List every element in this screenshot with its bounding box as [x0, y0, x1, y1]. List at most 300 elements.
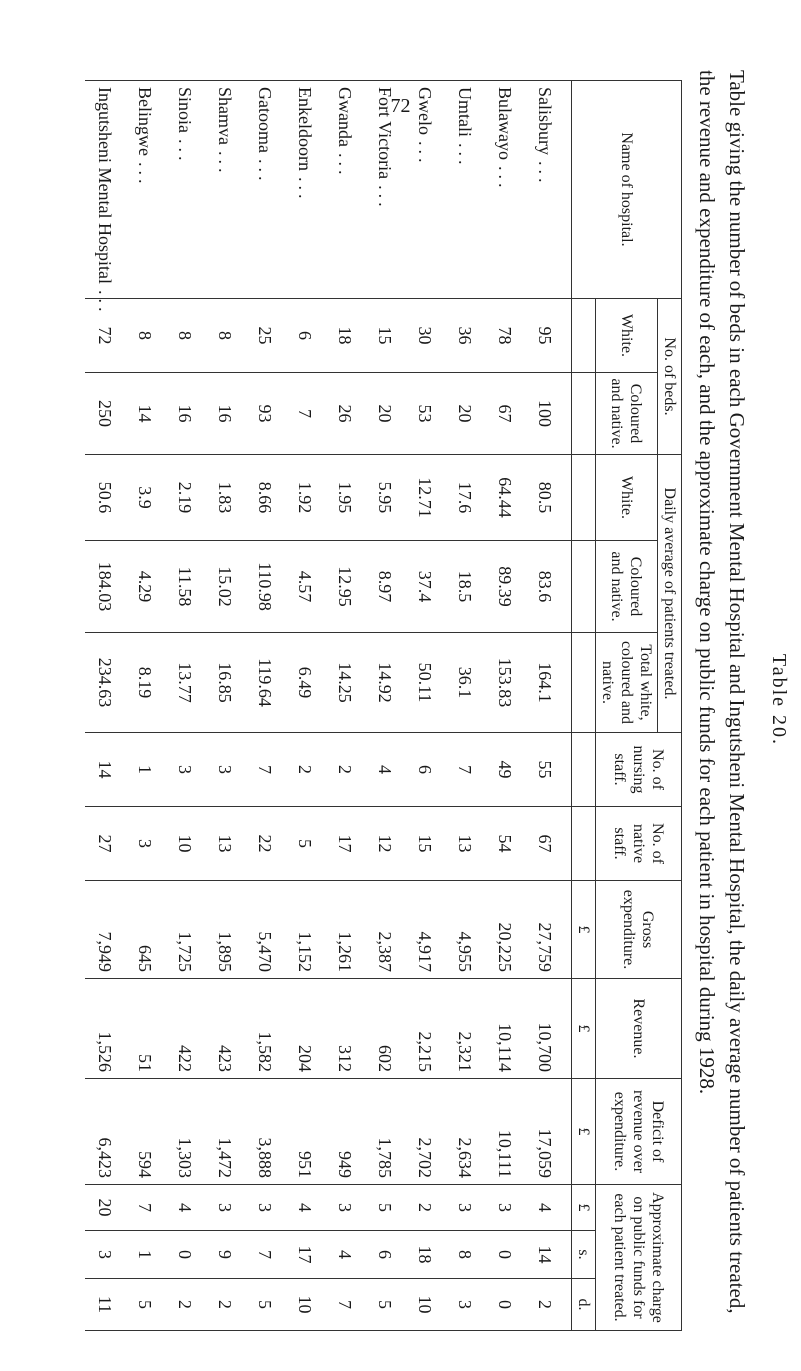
header-revenue: Revenue. [596, 979, 682, 1079]
table-title: Table 20. [768, 653, 790, 747]
revenue: 1,526 [95, 1031, 116, 1072]
native-staff-cell [525, 807, 572, 881]
deficit-cell [165, 1079, 205, 1185]
nursing-staff: 2 [335, 765, 356, 774]
charge-shillings-cell [405, 1231, 445, 1279]
beds-coloured-cell [205, 373, 245, 455]
revenue-cell [405, 979, 445, 1079]
native-staff: 15 [415, 834, 436, 853]
charge-pence-cell [445, 1279, 485, 1331]
daily-total: 14.25 [335, 662, 356, 703]
charge-pounds-cell [205, 1185, 245, 1231]
charge-shillings: 7 [255, 1250, 276, 1259]
daily-white-cell [165, 455, 205, 541]
nursing-staff-cell [405, 733, 445, 807]
revenue-cell [165, 979, 205, 1079]
gross-expenditure: 5,470 [255, 931, 276, 972]
revenue: 423 [215, 1045, 236, 1072]
charge-pence-cell [285, 1279, 325, 1331]
native-staff: 22 [255, 834, 276, 853]
beds-coloured: 20 [455, 404, 476, 423]
gross-expenditure-cell [285, 881, 325, 979]
daily-total-cell [445, 633, 485, 733]
nursing-staff-cell [205, 733, 245, 807]
hospital-name-cell [365, 81, 405, 299]
hospital-name: Gwelo [415, 87, 436, 135]
charge-pence-cell [325, 1279, 365, 1331]
charge-pence: 5 [255, 1300, 276, 1309]
charge-pence: 5 [375, 1300, 396, 1309]
table-row [205, 81, 245, 1331]
deficit: 951 [295, 1151, 316, 1178]
gross-expenditure-cell [485, 881, 525, 979]
nursing-staff: 14 [95, 760, 116, 779]
daily-coloured: 4.29 [135, 570, 156, 603]
header-daily-white: White. [596, 455, 658, 541]
leader-dots: ... [455, 143, 476, 169]
daily-white-cell [205, 455, 245, 541]
leader-dots: ... [135, 162, 156, 188]
table-row [325, 81, 365, 1331]
beds-coloured: 100 [535, 400, 556, 427]
native-staff-cell [285, 807, 325, 881]
gross-expenditure: 27,759 [535, 922, 556, 972]
header-deficit: Deficit of revenue over expenditure. [596, 1079, 682, 1185]
beds-coloured: 67 [495, 404, 516, 423]
daily-white-cell [525, 455, 572, 541]
beds-coloured-cell [85, 373, 125, 455]
charge-pounds-cell [285, 1185, 325, 1231]
charge-shillings-cell [205, 1231, 245, 1279]
beds-white: 8 [135, 331, 156, 340]
table-row [125, 81, 165, 1331]
charge-pounds: 4 [535, 1203, 556, 1212]
hospital-name: Gatooma [255, 87, 276, 153]
charge-pounds-cell [445, 1185, 485, 1231]
hospital-name-cell [325, 81, 365, 299]
table-row [285, 81, 325, 1331]
daily-white: 50.6 [95, 481, 116, 514]
unit-charge-pence: d. [572, 1279, 596, 1331]
hospital-name-cell [85, 81, 125, 316]
gross-expenditure-cell [405, 881, 445, 979]
daily-total-cell [125, 633, 165, 733]
table-row [245, 81, 285, 1331]
header-native-staff: No. of native staff. [596, 807, 682, 881]
hospital-name: Ingutsheni Mental Hospital [95, 87, 116, 284]
charge-shillings-cell [165, 1231, 205, 1279]
header-beds-coloured: Coloured and native. [596, 373, 658, 455]
deficit-cell [205, 1079, 245, 1185]
hospital-name: Bulawayo [495, 87, 516, 160]
beds-coloured-cell [525, 373, 572, 455]
charge-shillings-cell [245, 1231, 285, 1279]
native-staff-cell [85, 807, 125, 881]
daily-total: 234.63 [95, 657, 116, 708]
daily-coloured-cell [285, 541, 325, 633]
nursing-staff: 7 [455, 765, 476, 774]
daily-coloured-cell [125, 541, 165, 633]
beds-coloured: 53 [415, 404, 436, 423]
nursing-staff: 49 [495, 760, 516, 779]
nursing-staff: 2 [295, 765, 316, 774]
native-staff-cell [445, 807, 485, 881]
gross-expenditure-cell [445, 881, 485, 979]
native-staff: 10 [175, 834, 196, 853]
gross-expenditure-cell [325, 881, 365, 979]
leader-dots: ... [215, 151, 236, 177]
rotated-table-page [60, 50, 790, 1350]
beds-coloured: 250 [95, 400, 116, 427]
gross-expenditure: 1,725 [175, 931, 196, 972]
leader-dots: ... [535, 161, 556, 187]
gross-expenditure-cell [365, 881, 405, 979]
gross-expenditure: 7,949 [95, 931, 116, 972]
beds-coloured: 20 [375, 404, 396, 423]
nursing-staff-cell [445, 733, 485, 807]
table-row [485, 81, 525, 1331]
beds-white-cell [245, 299, 285, 373]
daily-white: 12.71 [415, 477, 436, 518]
native-staff: 54 [495, 834, 516, 853]
header-name: Name of hospital. [572, 81, 682, 299]
daily-white: 17.6 [455, 481, 476, 514]
hospital-name: Enkeldoorn [295, 87, 316, 171]
charge-shillings-cell [525, 1231, 572, 1279]
gross-expenditure: 2,387 [375, 931, 396, 972]
charge-pence: 10 [415, 1295, 436, 1314]
charge-shillings: 3 [95, 1250, 116, 1259]
charge-shillings-cell [285, 1231, 325, 1279]
daily-total: 13.77 [175, 662, 196, 703]
beds-coloured-cell [445, 373, 485, 455]
daily-total: 164.1 [535, 662, 556, 703]
daily-white-cell [85, 455, 125, 541]
charge-pounds-cell [245, 1185, 285, 1231]
beds-coloured: 14 [135, 404, 156, 423]
deficit: 1,785 [375, 1137, 396, 1178]
charge-pence-cell [525, 1279, 572, 1331]
gross-expenditure: 645 [135, 945, 156, 972]
deficit: 949 [335, 1151, 356, 1178]
charge-pence-cell [205, 1279, 245, 1331]
daily-coloured-cell [485, 541, 525, 633]
deficit: 6,423 [95, 1137, 116, 1178]
revenue: 312 [335, 1045, 356, 1072]
daily-coloured-cell [445, 541, 485, 633]
beds-white: 8 [215, 331, 236, 340]
beds-white-cell [165, 299, 205, 373]
charge-pounds-cell [325, 1185, 365, 1231]
revenue-cell [285, 979, 325, 1079]
daily-white-cell [325, 455, 365, 541]
hospital-name-cell [245, 81, 285, 299]
charge-pounds-cell [85, 1185, 125, 1231]
revenue: 1,582 [255, 1031, 276, 1072]
charge-pounds: 2 [415, 1203, 436, 1212]
revenue-cell [245, 979, 285, 1079]
gross-expenditure: 1,261 [335, 931, 356, 972]
unit-charge-shillings: s. [572, 1231, 596, 1279]
table-row [405, 81, 445, 1331]
daily-white-cell [405, 455, 445, 541]
daily-white: 80.5 [535, 481, 556, 514]
charge-shillings: 4 [335, 1250, 356, 1259]
hospital-name-cell [445, 81, 485, 299]
revenue-cell [125, 979, 165, 1079]
hospital-name-cell [125, 81, 165, 299]
leader-dots: ... [375, 185, 396, 211]
native-staff-cell [365, 807, 405, 881]
charge-shillings: 17 [295, 1245, 316, 1264]
table-row [165, 81, 205, 1331]
daily-white: 1.95 [335, 481, 356, 514]
hospital-name: Salisbury [535, 87, 556, 156]
beds-white: 6 [295, 331, 316, 340]
nursing-staff-cell [165, 733, 205, 807]
daily-coloured-cell [165, 541, 205, 633]
charge-pounds-cell [485, 1185, 525, 1231]
daily-coloured-cell [245, 541, 285, 633]
hospital-name-cell [285, 81, 325, 299]
hospital-name: Belingwe [135, 87, 156, 156]
charge-pounds-cell [165, 1185, 205, 1231]
leader-dots: ... [95, 289, 116, 316]
daily-coloured-cell [405, 541, 445, 633]
daily-total: 119.64 [255, 658, 276, 707]
charge-pence: 3 [455, 1300, 476, 1309]
charge-pence-cell [365, 1279, 405, 1331]
charge-pence: 11 [95, 1295, 116, 1314]
charge-pence: 10 [295, 1295, 316, 1314]
hospital-name-cell [205, 81, 245, 299]
daily-coloured-cell [525, 541, 572, 633]
leader-dots: ... [495, 165, 516, 192]
daily-coloured: 4.57 [295, 570, 316, 603]
beds-white-cell [325, 299, 365, 373]
unit-deficit: £ [572, 1079, 596, 1185]
beds-white: 95 [535, 326, 556, 345]
daily-total: 14.92 [375, 662, 396, 703]
charge-pounds: 3 [455, 1203, 476, 1212]
page-number: 72 [390, 95, 411, 117]
unit-gross: £ [572, 881, 596, 979]
revenue: 2,321 [455, 1031, 476, 1072]
leader-dots: ... [335, 152, 356, 179]
gross-expenditure-cell [245, 881, 285, 979]
beds-white-cell [365, 299, 405, 373]
hospital-name-cell [165, 81, 205, 299]
nursing-staff-cell [485, 733, 525, 807]
hospital-name-cell [485, 81, 525, 299]
gross-expenditure-cell [165, 881, 205, 979]
daily-white-cell [485, 455, 525, 541]
charge-shillings-cell [485, 1231, 525, 1279]
daily-total: 50.11 [415, 662, 436, 703]
native-staff-cell [405, 807, 445, 881]
daily-coloured: 37.4 [415, 570, 436, 603]
hospital-name: Fort Victoria [375, 87, 396, 180]
revenue-cell [445, 979, 485, 1079]
daily-coloured: 11.58 [175, 566, 196, 607]
daily-white: 1.92 [295, 481, 316, 514]
beds-coloured: 16 [175, 404, 196, 423]
charge-pounds-cell [525, 1185, 572, 1231]
beds-coloured-cell [365, 373, 405, 455]
daily-white: 1.83 [215, 481, 236, 514]
charge-pounds: 7 [135, 1203, 156, 1212]
charge-pounds: 5 [375, 1203, 396, 1212]
daily-coloured-cell [205, 541, 245, 633]
charge-shillings: 0 [495, 1250, 516, 1259]
charge-shillings: 18 [415, 1245, 436, 1264]
beds-white: 18 [335, 326, 356, 345]
beds-white: 72 [95, 326, 116, 345]
charge-pence: 5 [135, 1300, 156, 1309]
header-beds: No. of beds. [658, 299, 682, 455]
hospital-name: Umtali [455, 87, 476, 137]
charge-pence-cell [245, 1279, 285, 1331]
daily-white: 2.19 [175, 481, 196, 514]
daily-white: 5.95 [375, 481, 396, 514]
revenue: 2,215 [415, 1031, 436, 1072]
native-staff: 3 [135, 839, 156, 848]
daily-coloured: 184.03 [95, 561, 116, 612]
charge-pence-cell [85, 1279, 125, 1331]
charge-pounds: 3 [255, 1203, 276, 1212]
charge-pounds-cell [125, 1185, 165, 1231]
nursing-staff: 3 [215, 765, 236, 774]
deficit: 10,111 [495, 1129, 516, 1178]
nursing-staff: 7 [255, 765, 276, 774]
charge-pence: 0 [495, 1300, 516, 1309]
native-staff: 13 [455, 834, 476, 853]
beds-white-cell [285, 299, 325, 373]
nursing-staff-cell [245, 733, 285, 807]
beds-white: 36 [455, 326, 476, 345]
charge-pence: 2 [215, 1300, 236, 1309]
daily-white-cell [125, 455, 165, 541]
beds-coloured-cell [485, 373, 525, 455]
nursing-staff-cell [365, 733, 405, 807]
leader-dots: ... [175, 139, 196, 165]
gross-expenditure: 20,225 [495, 922, 516, 972]
deficit: 1,303 [175, 1137, 196, 1178]
beds-white: 30 [415, 326, 436, 345]
nursing-staff-cell [85, 733, 125, 807]
native-staff-cell [325, 807, 365, 881]
daily-white-cell [365, 455, 405, 541]
deficit-cell [525, 1079, 572, 1185]
beds-white-cell [205, 299, 245, 373]
deficit: 2,634 [455, 1137, 476, 1178]
hospital-name: Sinoia [175, 87, 196, 134]
daily-total: 36.1 [455, 666, 476, 699]
daily-total: 6.49 [295, 666, 316, 699]
daily-coloured-cell [85, 541, 125, 633]
nursing-staff: 6 [415, 765, 436, 774]
daily-total-cell [405, 633, 445, 733]
gross-expenditure: 1,152 [295, 931, 316, 972]
charge-shillings-cell [125, 1231, 165, 1279]
native-staff-cell [165, 807, 205, 881]
daily-coloured-cell [325, 541, 365, 633]
gross-expenditure: 4,955 [455, 931, 476, 972]
native-staff: 12 [375, 834, 396, 853]
revenue: 422 [175, 1045, 196, 1072]
revenue: 204 [295, 1045, 316, 1072]
charge-shillings-cell [365, 1231, 405, 1279]
beds-coloured-cell [165, 373, 205, 455]
charge-shillings: 0 [175, 1250, 196, 1259]
deficit-cell [245, 1079, 285, 1185]
header-beds-white: White. [596, 299, 658, 373]
charge-shillings-cell [325, 1231, 365, 1279]
beds-white: 15 [375, 326, 396, 345]
deficit-cell [85, 1079, 125, 1185]
gross-expenditure: 4,917 [415, 931, 436, 972]
native-staff: 27 [95, 834, 116, 853]
table-caption: Table giving the number of beds in each Government Mental Hospital and Ingutsheni Mental Hospital, the daily average number of patients treated, the revenue and expenditure of each, and the approximate charge on public funds for each patient in hospital during 1928. [695, 70, 749, 1314]
daily-total: 16.85 [215, 662, 236, 703]
daily-white: 8.66 [255, 481, 276, 514]
header-daily-average: Daily average of patients treated. [658, 455, 682, 733]
header-charge: Approximate charge on public funds for each patient treated. [596, 1185, 682, 1331]
nursing-staff-cell [325, 733, 365, 807]
nursing-staff-cell [285, 733, 325, 807]
revenue: 51 [135, 1054, 156, 1072]
unit-revenue: £ [572, 979, 596, 1079]
table-row [445, 81, 485, 1331]
charge-shillings: 9 [215, 1250, 236, 1259]
daily-coloured: 12.95 [335, 566, 356, 607]
native-staff-cell [125, 807, 165, 881]
deficit-cell [325, 1079, 365, 1185]
daily-total-cell [165, 633, 205, 733]
daily-coloured: 89.39 [495, 566, 516, 607]
native-staff: 5 [295, 839, 316, 848]
beds-white-cell [405, 299, 445, 373]
charge-pounds-cell [405, 1185, 445, 1231]
nursing-staff: 3 [175, 765, 196, 774]
charge-pounds: 3 [215, 1203, 236, 1212]
beds-white-cell [525, 299, 572, 373]
beds-white: 8 [175, 331, 196, 340]
nursing-staff: 1 [135, 765, 156, 774]
deficit: 3,888 [255, 1137, 276, 1178]
charge-shillings: 1 [135, 1250, 156, 1259]
native-staff: 67 [535, 834, 556, 853]
daily-total: 153.83 [495, 657, 516, 708]
charge-pounds-cell [365, 1185, 405, 1231]
revenue-cell [525, 979, 572, 1079]
beds-coloured: 16 [215, 404, 236, 423]
deficit-cell [485, 1079, 525, 1185]
deficit: 2,702 [415, 1137, 436, 1178]
table-row [525, 81, 572, 1331]
native-staff-cell [205, 807, 245, 881]
revenue: 10,700 [535, 1022, 556, 1072]
revenue: 10,114 [495, 1023, 516, 1072]
header-daily-coloured: Coloured and native. [596, 541, 658, 633]
deficit: 17,059 [535, 1128, 556, 1178]
deficit: 594 [135, 1151, 156, 1178]
beds-white-cell [445, 299, 485, 373]
beds-coloured-cell [325, 373, 365, 455]
charge-pounds: 4 [175, 1203, 196, 1212]
daily-total-cell [205, 633, 245, 733]
daily-coloured: 110.98 [255, 562, 276, 611]
